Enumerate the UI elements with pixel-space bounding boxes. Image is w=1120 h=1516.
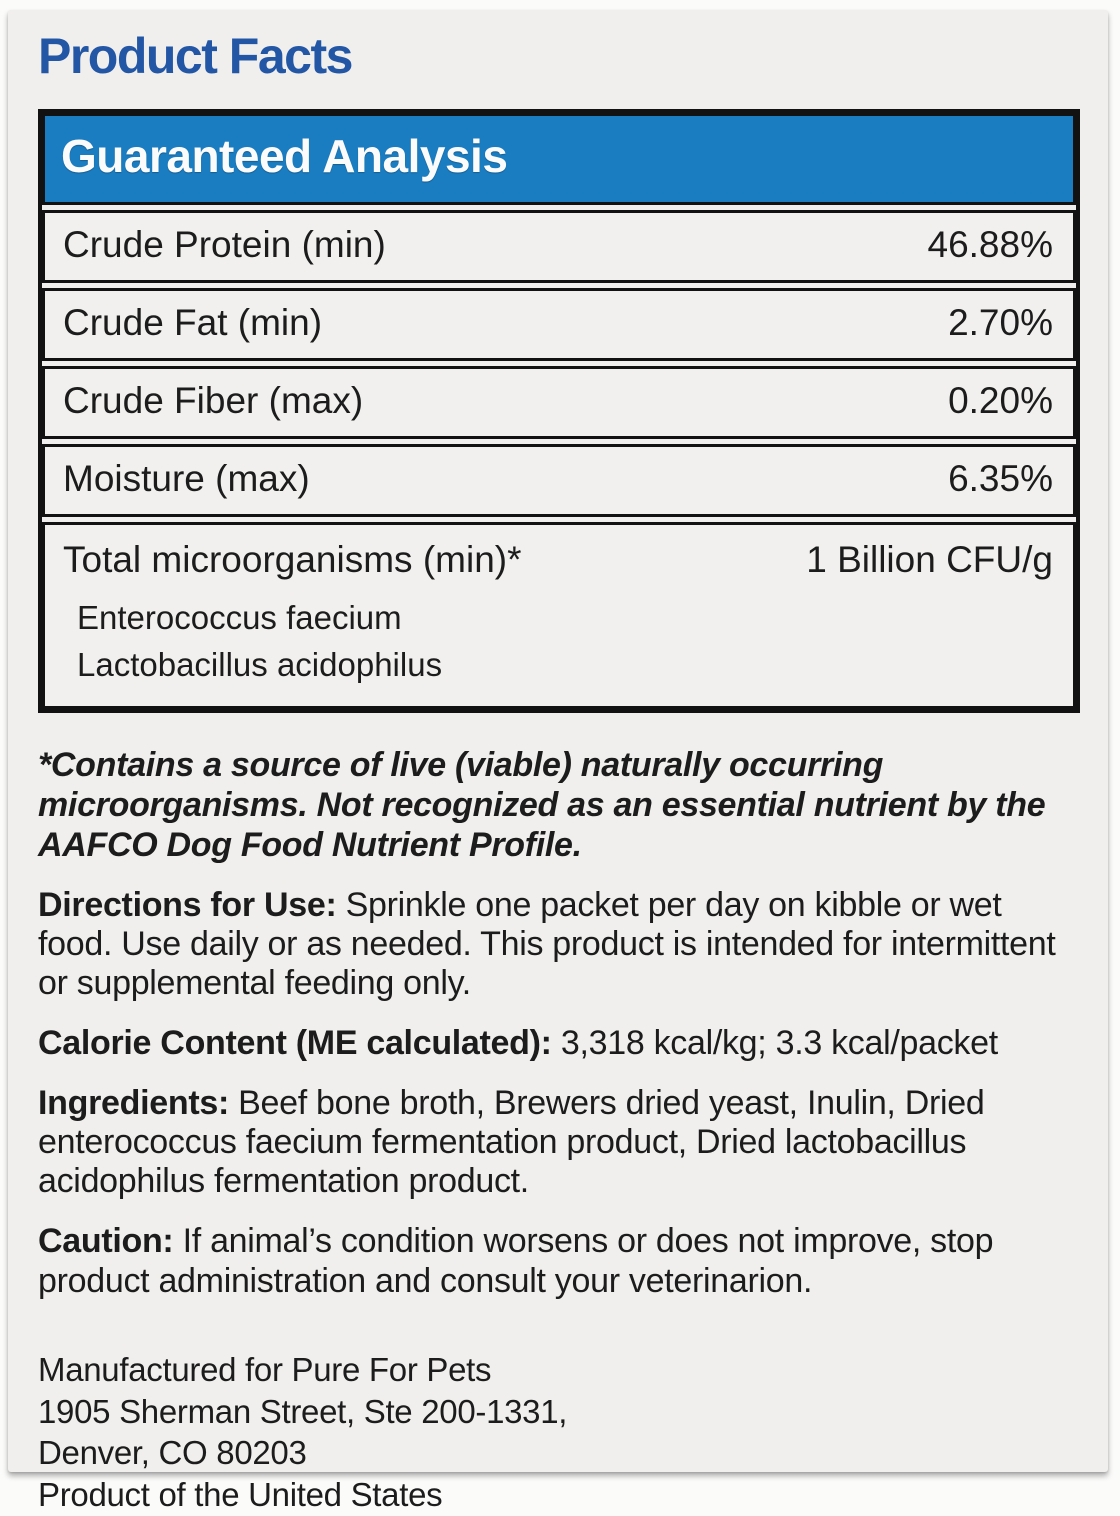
- guaranteed-analysis-header: Guaranteed Analysis: [42, 113, 1076, 205]
- table-row-crude-protein: [42, 210, 1076, 283]
- ingredients-label: Ingredients:: [38, 1084, 229, 1123]
- caution-label: Caution:: [38, 1222, 174, 1261]
- row-label: Crude Protein (min): [63, 223, 386, 265]
- row-value: 6.35%: [948, 457, 1053, 499]
- row-value: 1 Billion CFU/g: [806, 538, 1053, 580]
- calorie-label: Calorie Content (ME calculated):: [38, 1024, 552, 1063]
- directions-paragraph: [38, 886, 1080, 1003]
- row-value: 0.20%: [948, 379, 1053, 421]
- address-line: 1905 Sherman Street, Ste 200-1331,: [38, 1392, 568, 1430]
- row-label: Crude Fiber (max): [63, 379, 364, 421]
- microorganism-item: Enterococcus faecium: [77, 598, 402, 636]
- row-label: Moisture (max): [63, 457, 310, 499]
- page-title: Product Facts: [38, 28, 352, 84]
- table-row-moisture: [42, 444, 1076, 517]
- table-row-crude-fat: [42, 288, 1076, 361]
- ingredients-text: Beef bone broth, Brewers dried yeast, Inulin, Dried enterococcus faecium fermentation product, Dried lactobacillus acidophilus fermentation product.: [38, 1084, 985, 1201]
- directions-label: Directions for Use:: [38, 885, 337, 924]
- caution-paragraph: [38, 1222, 1080, 1300]
- guaranteed-analysis-table: [38, 109, 1080, 713]
- row-value: 46.88%: [927, 223, 1053, 265]
- row-label: Total microorganisms (min)*: [63, 538, 522, 580]
- product-facts-label: [8, 10, 1108, 1514]
- origin-line: Product of the United States: [38, 1476, 443, 1514]
- microorganisms-main-line: [63, 539, 1053, 581]
- manufacturer-line: Manufactured for Pure For Pets: [38, 1350, 492, 1388]
- row-label: Crude Fat (min): [63, 301, 323, 343]
- city-line: Denver, CO 80203: [38, 1434, 307, 1472]
- ingredients-paragraph: [38, 1084, 1080, 1201]
- asterisk-footnote: *Contains a source of live (viable) naturally occurring microorganisms. Not recognized as an essential nutrient by the AAFCO Dog Food Nutrient Profile.: [38, 745, 1046, 864]
- row-value: 2.70%: [948, 301, 1053, 343]
- microorganism-item: Lactobacillus acidophilus: [77, 645, 443, 683]
- calorie-text: 3,318 kcal/kg; 3.3 kcal/packet: [560, 1024, 998, 1063]
- directions-text: Sprinkle one packet per day on kibble or wet food. Use daily or as needed. This product is intended for intermittent or supplemental feeding only.: [38, 885, 1056, 1003]
- table-row-total-microorganisms: [42, 522, 1076, 709]
- calorie-paragraph: [38, 1024, 1080, 1063]
- caution-text: If animal’s condition worsens or does not improve, stop product administration and consult your veterinarion.: [38, 1222, 994, 1300]
- manufacturer-info: [38, 1349, 1080, 1516]
- table-row-crude-fiber: [42, 366, 1076, 439]
